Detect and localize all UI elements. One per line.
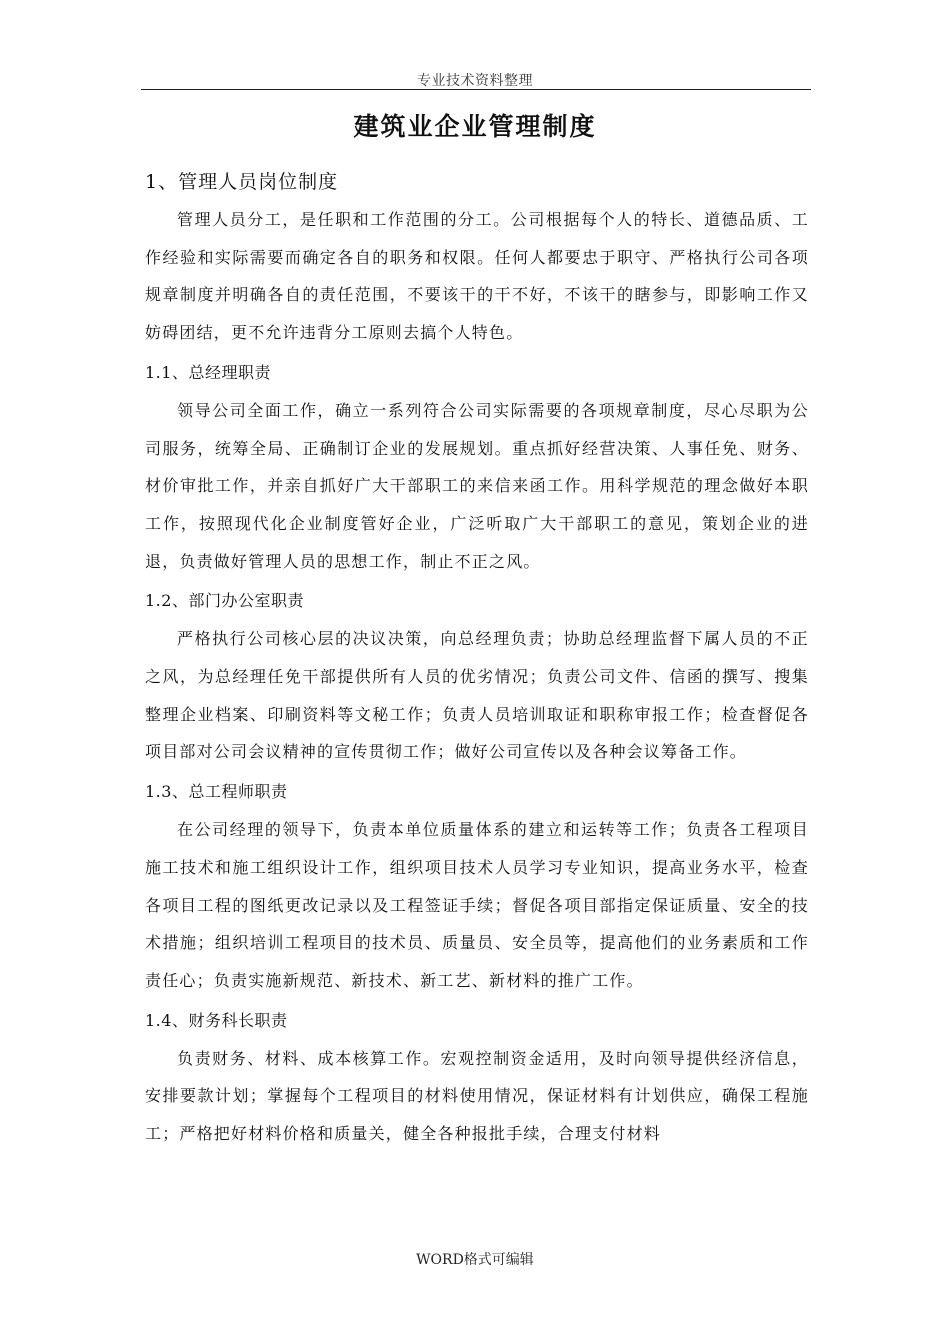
subsection-heading-1-2: 1.2、部门办公室职责 [145, 591, 304, 611]
subsection-1-2-paragraph: 严格执行公司核心层的决议决策，向总经理负责；协助总经理监督下属人员的不正之风，为总经理任免干部提供所有人员的优劣情况；负责公司文件、信函的撰写、搜集整理企业档案、印刷资料等文秘工作；负责人员培训取证和职称审报工作；检查督促各项目部对公司会议精神的宣传贯彻工作；做好公司宣传以及各种会议筹备工作。 [145, 629, 809, 762]
subsection-heading-1-3: 1.3、总工程师职责 [145, 782, 288, 802]
subsection-1-1-paragraph: 领导公司全面工作，确立一系列符合公司实际需要的各项规章制度，尽心尽职为公司服务，统筹全局、正确制订企业的发展规划。重点抓好经营决策、人事任免、财务、材价审批工作，并亲自抓好广大干部职工的来信来函工作。用科学规范的理念做好本职工作，按照现代化企业制度管好企业，广泛听取广大干部职工的意见，策划企业的进退，负责做好管理人员的思想工作，制止不正之风。 [145, 400, 809, 571]
section-1-paragraph: 管理人员分工，是任职和工作范围的分工。公司根据每个人的特长、道德品质、工作经验和实际需要而确定各自的职务和权限。任何人都要忠于职守、严格执行公司各项规章制度并明确各自的责任范围，不要该干的干不好，不该干的瞎参与，即影响工作又妨碍团结，更不允许违背分工原则去搞个人特色。 [145, 210, 809, 343]
document-title: 建筑业企业管理制度 [353, 112, 597, 141]
subsection-1-4-paragraph: 负责财务、材料、成本核算工作。宏观控制资金适用，及时向领导提供经济信息，安排要款计划；掌握每个工程项目的材料使用情况，保证材料有计划供应，确保工程施工；严格把好材料价格和质量关，健全各种报批手续，合理支付材料 [145, 1048, 809, 1144]
subsection-heading-1-4: 1.4、财务科长职责 [145, 1010, 288, 1030]
document-body [145, 167, 809, 1153]
page-header-text: 专业技术资料整理 [417, 73, 533, 89]
subsection-heading-1-1: 1.1、总经理职责 [145, 362, 271, 382]
header-divider [141, 89, 811, 90]
subsection-1-3-paragraph: 在公司经理的领导下，负责本单位质量体系的建立和运转等工作；负责各工程项目施工技术和施工组织设计工作，组织项目技术人员学习专业知识，提高业务水平，检查各项目工程的图纸更改记录以及工程签证手续；督促各项目部指定保证质量、安全的技术措施；组织培训工程项目的技术员、质量员、安全员等，提高他们的业务素质和工作责任心；负责实施新规范、新技术、新工艺、新材料的推广工作。 [145, 820, 809, 990]
page-footer-text: WORD格式可编辑 [416, 1252, 534, 1268]
section-heading-1: 1、管理人员岗位制度 [145, 171, 339, 193]
